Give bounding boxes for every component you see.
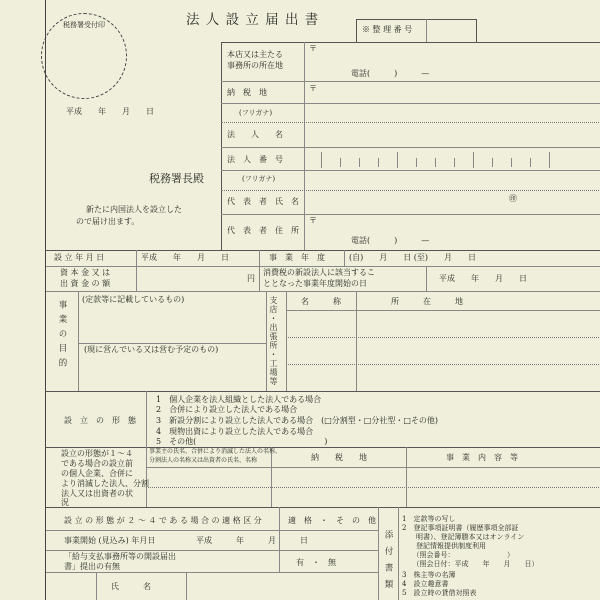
attachment-8: 4 設立趣意書	[402, 580, 449, 588]
corp-number-digit-divider	[511, 158, 512, 167]
attachment-1: 1 定款等の写し	[402, 515, 456, 523]
phone-line: 電話( ) —	[351, 69, 430, 78]
qualify-label: 設 立 の 形 態 が ２ 〜 ４ で あ る 場 合 の 適 格 区 分	[64, 516, 262, 525]
form-grid	[45, 0, 600, 600]
corp-number-digit-divider	[321, 152, 322, 168]
prior-tax-place-header: 納 税 地	[311, 453, 367, 462]
capital-label-2: 出 資 金 の 額	[60, 279, 111, 288]
prior-entity-text-2: である場合の設立前	[61, 459, 133, 468]
prior-entity-col-head-2: 分割法人の名称又は出資者の氏名、名称	[149, 457, 258, 464]
seal-mark: ㊞	[509, 194, 517, 203]
intro-text-2: ので届け出ます。	[76, 217, 140, 226]
postal-mark-3: 〒	[309, 216, 317, 225]
est-date-value: 平成 年 月 日	[141, 253, 229, 262]
consumption-label-2: ととなった事業年度開始の日	[263, 279, 367, 288]
corp-number-digit-divider	[454, 158, 455, 167]
intro-text-1: 新たに内国法人を設立した	[86, 205, 182, 214]
corp-number-digit-divider	[378, 158, 379, 167]
rep-address-label: 代 表 者 住 所	[227, 226, 299, 235]
corp-number-digit-divider	[530, 158, 531, 167]
corp-number-digit-divider	[473, 152, 474, 168]
branch-address-header: 所 在 地	[391, 297, 463, 306]
postal-mark-2: 〒	[309, 84, 317, 93]
postal-mark: 〒	[309, 44, 317, 53]
stamp-label: 税務署受付印	[63, 21, 105, 29]
prior-entity-text-5: 法人又は出資者の状	[61, 489, 133, 498]
consumption-value: 平成 年 月 日	[439, 274, 527, 283]
prior-entity-col-head-1: 事業主の氏名、合併により消滅した法人の名称、	[149, 448, 282, 455]
branch-name-header: 名 称	[301, 297, 341, 306]
biz-start-label: 事業開始 (見込み) 年月日	[64, 536, 156, 545]
fiscal-year-value: (自) 月 日 (至) 月 日	[349, 253, 477, 262]
capital-label: 資 本 金 又 は	[60, 268, 111, 277]
salary-office-label: 「給与支払事務所等の開設届出	[64, 552, 176, 561]
corp-number-digit-divider	[397, 152, 398, 168]
attachment-6: （照会日付：平成 年 月 日）	[402, 560, 539, 568]
form-option-4: 4 現物出資により設立した法人である場合	[156, 427, 314, 436]
corp-number-digit-divider	[492, 158, 493, 167]
form-option-2: 2 合併により設立した法人である場合	[156, 405, 298, 414]
salary-office-label-2: 書」提出の有無	[64, 562, 120, 571]
corp-number-digit-divider	[549, 152, 550, 168]
salary-office-value: 有 ・ 無	[296, 558, 336, 567]
branch-vertical-label: 支店・出張所・工場等	[269, 296, 278, 386]
corp-number-digit-divider	[416, 158, 417, 167]
form-option-1: 1 個人企業を法人組織とした法人である場合	[156, 395, 322, 404]
attachments-vertical-label: 添付書類	[383, 530, 393, 596]
form-option-5: 5 その他( )	[156, 437, 328, 446]
phone-line-2: 電話( ) —	[351, 236, 430, 245]
est-date-label: 設 立 年 月 日	[54, 253, 105, 262]
corp-number-digit-divider	[435, 158, 436, 167]
attachment-4: 登記情報提供制度利用	[402, 542, 486, 550]
biz-start-value: 平成 年 月 日	[196, 536, 308, 545]
purpose-vertical-label: 事業の目的	[57, 300, 67, 373]
attachment-9: 5 設立時の貸借対照表	[402, 589, 477, 597]
consumption-label: 消費税の新設法人に該当するこ	[263, 268, 375, 277]
seiri-label: ※ 整 理 番 号	[362, 25, 413, 34]
rep-name-label: 代 表 者 氏 名	[227, 197, 299, 206]
furigana-label: (フリガナ)	[239, 109, 273, 117]
corp-number-digit-divider	[340, 158, 341, 167]
purpose-actual: (現に営んでいる又は営む予定のもの)	[84, 345, 219, 354]
prior-entity-text-6: 況	[61, 498, 69, 507]
prior-entity-text-3: の個人企業、合併に	[61, 469, 133, 478]
head-office-label: 本店又は主たる	[227, 50, 283, 59]
fiscal-year-label: 事 業 年 度	[269, 253, 325, 262]
yen-mark: 円	[247, 274, 255, 283]
business-content-header: 事 業 内 容 等	[446, 453, 518, 462]
attachment-2: 2 登記事項証明書（履歴事項全部証	[402, 524, 519, 532]
attachment-7: 3 株主等の名簿	[402, 571, 456, 579]
form-title: 法 人 設 立 届 出 書	[186, 12, 320, 28]
corp-number-digit-divider	[359, 158, 360, 167]
corp-name-label: 法 人 名	[227, 130, 283, 139]
form-option-3: 3 新設分割により設立した法人である場合 (□分割型・□分社型・□その他)	[156, 416, 439, 425]
attachment-3: 明書）、登記簿謄本又はオンライン	[402, 533, 525, 541]
prior-entity-text-1: 設立の形態が１〜４	[61, 449, 133, 458]
name-label: 氏 名	[111, 582, 151, 591]
head-office-label-2: 事務所の所在地	[227, 61, 283, 70]
tax-place-label: 納 税 地	[227, 88, 267, 97]
establishment-form-label: 設 立 の 形 態	[64, 416, 136, 425]
qualify-value: 適 格 ・ そ の 他	[288, 516, 376, 525]
furigana-label-2: (フリガナ)	[242, 175, 276, 183]
purpose-registered: (定款等に記載しているもの)	[82, 295, 185, 304]
office-label: 税務署長殿	[149, 172, 204, 185]
corp-number-label: 法 人 番 号	[227, 155, 283, 164]
date-line: 平成 年 月 日	[66, 107, 154, 116]
prior-entity-text-4: より消滅した法人、分割	[61, 479, 149, 488]
attachment-5: （照会番号： ）	[402, 551, 514, 559]
